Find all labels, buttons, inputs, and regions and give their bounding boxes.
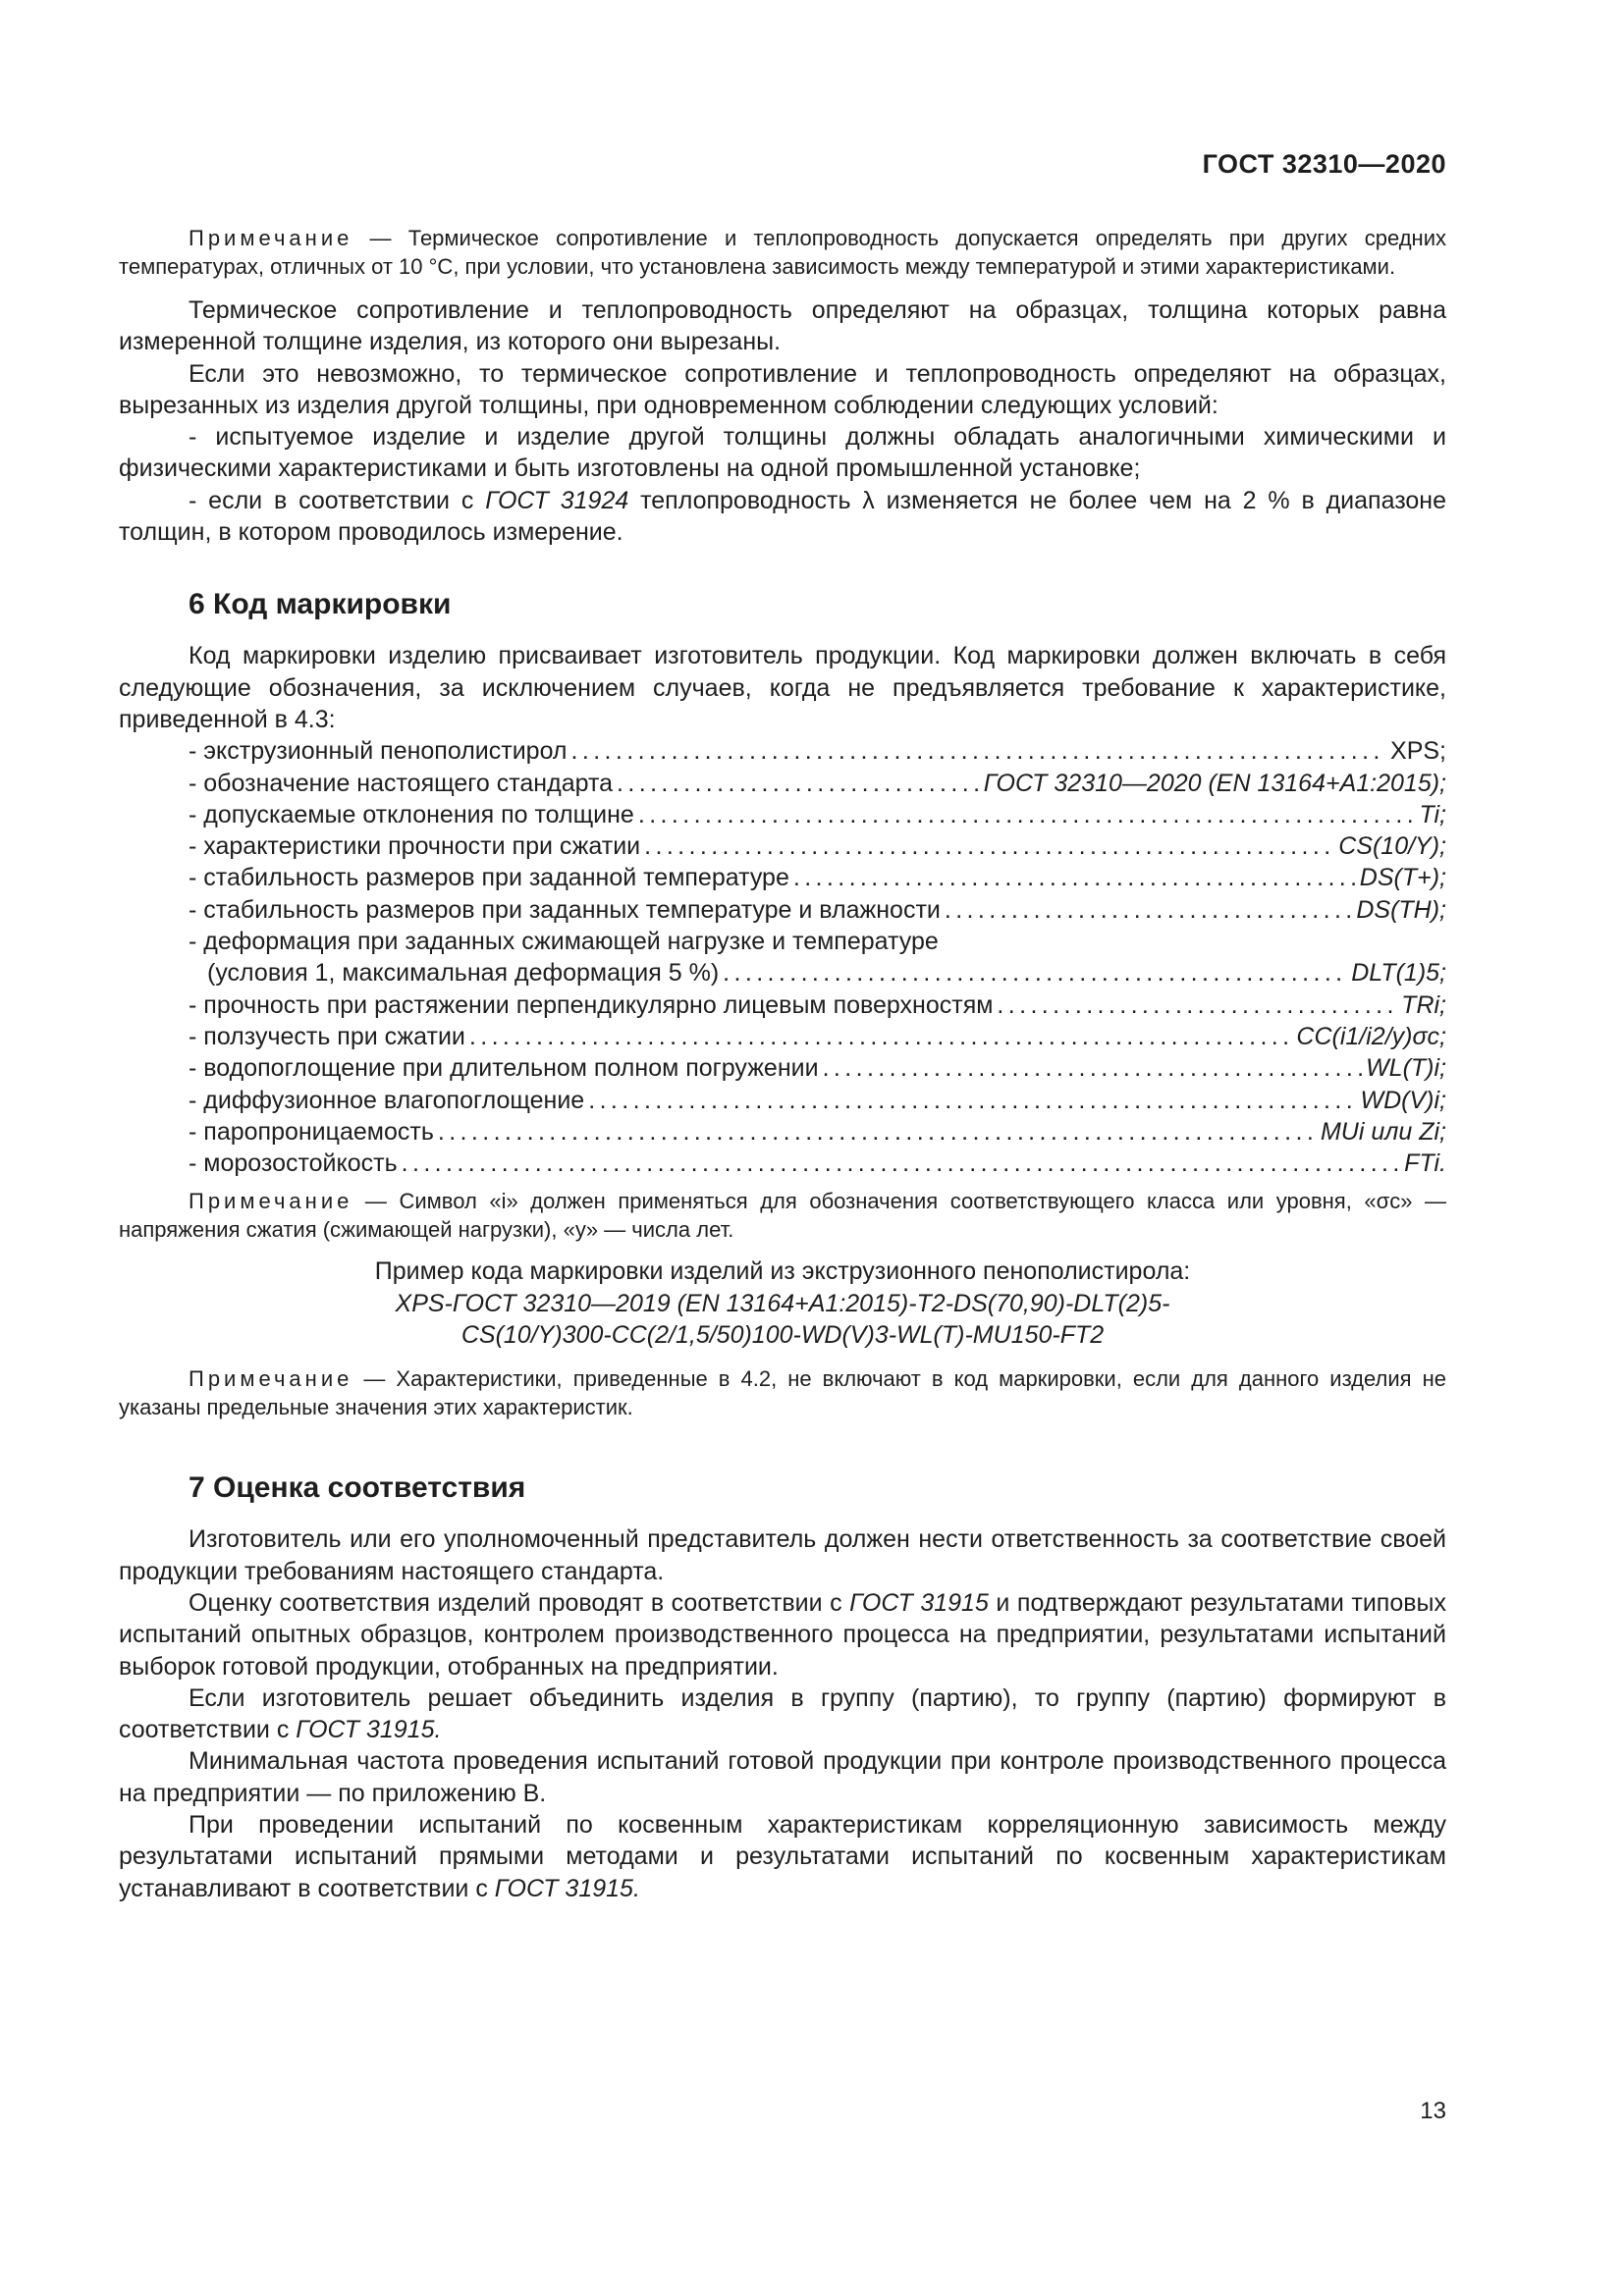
note-thermal xyxy=(119,224,1446,281)
section-7-title: 7 Оценка соответствия xyxy=(189,1471,526,1505)
paragraph: - испытуемое изделие и изделие другой толщины должны обладать аналогичными химическими и физическими характеристиками и быть изготовлены на одной промышленной установке; xyxy=(119,423,1446,483)
note-text: — Символ «i» должен применяться для обозначения соответствующего класса или уровня, «σc» — напряжения сжатия (сжимающей нагрузки), «y» — числа лет. xyxy=(119,1189,1446,1243)
example-code-line-1: XPS-ГОСТ 32310—2019 (EN 13164+A1:2015)-T2-DS(70,90)-DLT(2)5- xyxy=(395,1289,1170,1317)
list-item: - водопоглощение при длительном полном погружении ..... WL(T)i; xyxy=(119,1052,1446,1084)
page-number: 13 xyxy=(1420,2098,1446,2124)
example-code-line-2: CS(10/Y)300-CC(2/1,5/50)100-WD(V)3-WL(T)-MU150-FT2 xyxy=(460,1321,1105,1350)
note-label: Примечание xyxy=(189,1189,353,1214)
standard-ref: ГОСТ 31915 xyxy=(849,1588,989,1617)
paragraph: Термическое сопротивление и теплопроводность определяют на образцах, толщина которых равна измеренной толщине изделия, из которого они вырезаны. xyxy=(119,296,1446,356)
note-text: — Характеристики, приведенные в 4.2, не включают в код маркировки, если для данного изделия не указаны предельные значения этих характеристик. xyxy=(119,1366,1446,1420)
paragraph: При проведении испытаний по косвенным характеристикам корреляционную зависимость между результатами испытаний прямыми методами и результатами испытаний по косвенным характеристикам устанавливают в соответствии с ГОСТ 31915. xyxy=(119,1810,1446,1902)
paragraph: Если изготовитель решает объединить изделия в группу (партию), то группу (партию) формируют в соответствии с ГОСТ 31915. xyxy=(119,1683,1446,1744)
note-symbols xyxy=(119,1187,1446,1244)
paragraph: Минимальная частота проведения испытаний готовой продукции при контроле производственного процесса на предприятии — по приложению В. xyxy=(119,1747,1446,1807)
standard-ref: ГОСТ 31924 xyxy=(485,486,629,514)
list-item: - ползучесть при сжатии ..... CC(i1/i2/y)σc; xyxy=(119,1021,1446,1052)
list-item: - морозостойкость ..... FTi. xyxy=(119,1148,1446,1179)
note-label: Примечание xyxy=(189,226,353,250)
list-item: - стабильность размеров при заданных температуре и влажности ..... DS(TH); xyxy=(119,894,1446,926)
list-item: - экструзионный пенополистирол ..... XPS; xyxy=(119,735,1446,767)
paragraph: - если в соответствии с ГОСТ 31924 теплопроводность λ изменяется не более чем на 2 % в диапазоне толщин, в котором проводилось измерение. xyxy=(119,486,1446,547)
note-label: Примечание xyxy=(189,1366,353,1392)
example-title: Пример кода маркировки изделий из экструзионного пенополистирола: xyxy=(374,1257,1191,1286)
list-item: - характеристики прочности при сжатии ..... CS(10/Y); xyxy=(119,830,1446,862)
list-item: - стабильность размеров при заданной температуре ..... DS(T+); xyxy=(119,862,1446,893)
list-item: - обозначение настоящего стандарта ..... ГОСТ 32310—2020 (EN 13164+A1:2015); xyxy=(119,768,1446,799)
list-item: - прочность при растяжении перпендикулярно лицевым поверхностям ..... TRi; xyxy=(119,989,1446,1021)
list-item-continuation: (условия 1, максимальная деформация 5 %) ..... DLT(1)5; xyxy=(119,957,1446,988)
paragraph: Изготовитель или его уполномоченный представитель должен нести ответственность за соответствие своей продукции требованиям настоящего стандарта. xyxy=(119,1525,1446,1585)
note-characteristics xyxy=(119,1364,1446,1421)
standard-ref: ГОСТ 31915. xyxy=(296,1716,442,1744)
page-content xyxy=(119,224,1446,1904)
note-text: — Термическое сопротивление и теплопроводность допускается определять при других средних температурах, отличных от 10 °С, при условии, что установлена зависимость между температурой и этими характеристиками. xyxy=(119,226,1446,279)
list-item: - паропроницаемость ..... MUi или Zi; xyxy=(119,1116,1446,1148)
section-6-intro: Код маркировки изделию присваивает изготовитель продукции. Код маркировки должен включать в себя следующие обозначения, за исключением случаев, когда не предъявляется требование к характеристике, приведенной в 4.3: xyxy=(119,642,1446,733)
paragraph: Оценку соответствия изделий проводят в соответствии с ГОСТ 31915 и подтверждают результатами типовых испытаний опытных образцов, контролем производственного процесса на предприятии, результатами испытаний выборок готовой продукции, отобранных на предприятии. xyxy=(119,1588,1446,1681)
paragraph: Если это невозможно, то термическое сопротивление и теплопроводность определяют на образцах, вырезанных из изделия другой толщины, при одновременном соблюдении следующих условий: xyxy=(119,359,1446,419)
standard-ref: ГОСТ 31915. xyxy=(494,1874,640,1902)
section-6-title: 6 Код маркировки xyxy=(189,588,452,621)
list-item: - деформация при заданных сжимающей нагрузке и температуре xyxy=(189,928,939,956)
list-item: - допускаемые отклонения по толщине ..... Ti; xyxy=(119,799,1446,830)
marking-code-list xyxy=(119,735,1446,1179)
page-header: ГОСТ 32310—2020 xyxy=(1202,149,1446,179)
list-item: - диффузионное влагопоглощение ..... WD(V)i; xyxy=(119,1085,1446,1116)
